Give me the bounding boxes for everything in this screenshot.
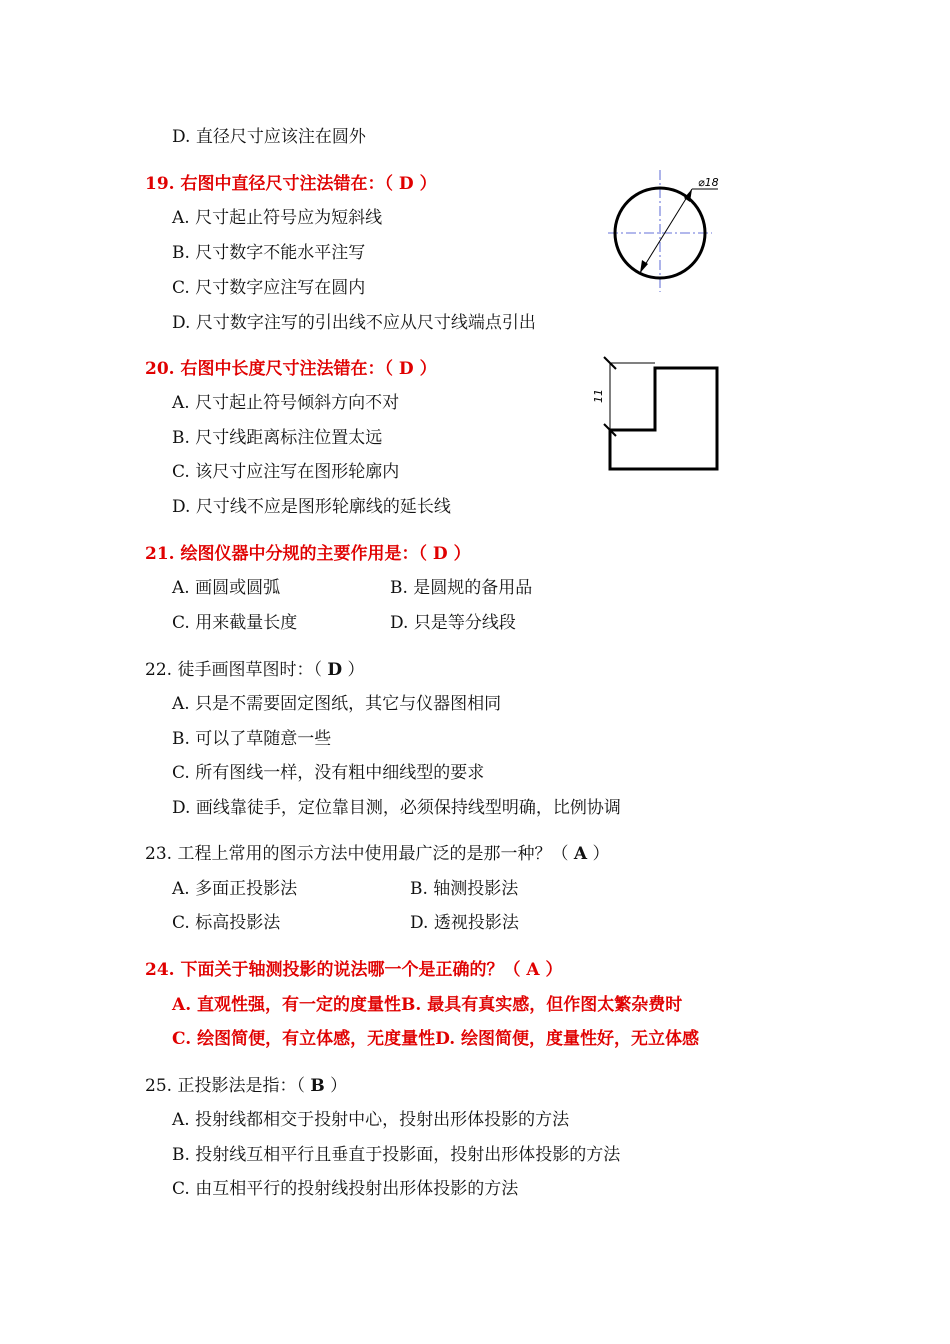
- q18-option-d: D. 直径尺寸应该注在圆外: [172, 127, 366, 147]
- q20-option-a: A. 尺寸起止符号倾斜方向不对: [172, 393, 400, 413]
- q22-answer: D: [327, 660, 343, 680]
- q19-diameter-label: ⌀18: [698, 176, 719, 189]
- q20-lshape-outline: [610, 368, 717, 469]
- q22-stem-text: 22. 徒手画图草图时：（: [145, 660, 322, 680]
- q19-circle-figure: [600, 170, 740, 295]
- q23-answer: A: [573, 844, 588, 864]
- q24-stem: 24. 下面关于轴测投影的说法哪一个是正确的？（ A ）: [145, 960, 563, 980]
- q22-option-b: B. 可以了草随意一些: [172, 729, 332, 749]
- q23-stem-text: 23. 工程上常用的图示方法中使用最广泛的是那一种？（: [145, 844, 569, 864]
- q24-options-line2: C. 绘图简便，有立体感，无度量性D. 绘图简便，度量性好，无立体感: [172, 1029, 700, 1049]
- q23-stem-close: ）: [592, 844, 610, 864]
- q25-option-c: C. 由互相平行的投射线投射出形体投影的方法: [172, 1179, 519, 1199]
- q19-option-c: C. 尺寸数字应注写在圆内: [172, 278, 366, 298]
- q24-options-line1: A. 直观性强，有一定的度量性B. 最具有真实感，但作图太繁杂费时: [172, 995, 683, 1015]
- q20-length-label: 11: [592, 389, 605, 403]
- q22-stem-close: ）: [347, 660, 365, 680]
- q25-option-a: A. 投射线都相交于投射中心，投射出形体投影的方法: [172, 1110, 570, 1130]
- q20-stem: 20. 右图中长度尺寸注法错在：（ D ）: [145, 359, 437, 379]
- q21-option-b: B. 是圆规的备用品: [390, 578, 533, 598]
- q22-stem: [145, 658, 365, 682]
- q23-option-b: B. 轴测投影法: [410, 879, 519, 899]
- q25-stem-text: 25. 正投影法是指：（: [145, 1076, 305, 1096]
- q22-option-c: C. 所有图线一样，没有粗中细线型的要求: [172, 763, 485, 783]
- q22-option-a: A. 只是不需要固定图纸，其它与仪器图相同: [172, 694, 502, 714]
- q25-stem: [145, 1074, 347, 1098]
- q25-answer: B: [310, 1076, 325, 1096]
- q21-stem: 21. 绘图仪器中分规的主要作用是：（ D ）: [145, 544, 471, 564]
- q25-option-b: B. 投射线互相平行且垂直于投影面，投射出形体投影的方法: [172, 1145, 621, 1165]
- q20-lshape-figure: [590, 355, 725, 475]
- q20-option-c: C. 该尺寸应注写在图形轮廓内: [172, 462, 400, 482]
- q19-option-b: B. 尺寸数字不能水平注写: [172, 243, 366, 263]
- q23-option-c: C. 标高投影法: [172, 913, 281, 933]
- q19-option-a: A. 尺寸起止符号应为短斜线: [172, 208, 383, 228]
- q19-dimension-line: [640, 189, 692, 273]
- q25-stem-close: ）: [330, 1076, 348, 1096]
- q21-option-a: A. 画圆或圆弧: [172, 578, 281, 598]
- q22-option-d: D. 画线靠徒手，定位靠目测，必须保持线型明确，比例协调: [172, 798, 621, 818]
- q19-stem: 19. 右图中直径尺寸注法错在：（ D ）: [145, 174, 437, 194]
- q23-option-a: A. 多面正投影法: [172, 879, 298, 899]
- q20-option-b: B. 尺寸线距离标注位置太远: [172, 428, 383, 448]
- q23-option-d: D. 透视投影法: [410, 913, 519, 933]
- q23-stem: [145, 842, 609, 866]
- q21-option-c: C. 用来截量长度: [172, 613, 298, 633]
- q21-option-d: D. 只是等分线段: [390, 613, 516, 633]
- q19-option-d: D. 尺寸数字注写的引出线不应从尺寸线端点引出: [172, 313, 536, 333]
- q20-option-d: D. 尺寸线不应是图形轮廓线的延长线: [172, 497, 451, 517]
